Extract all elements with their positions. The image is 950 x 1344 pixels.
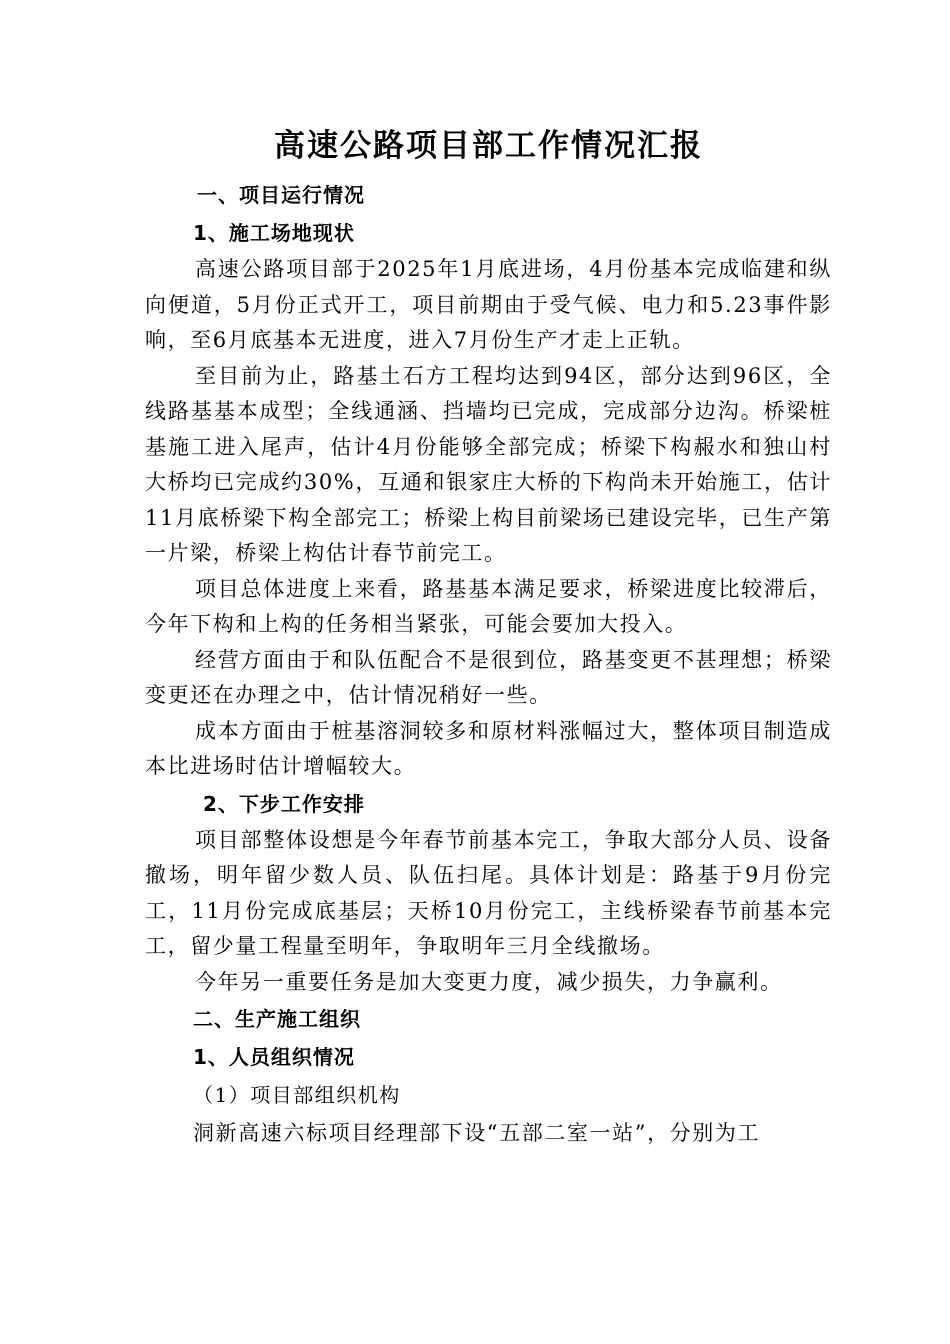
paragraph-4: 经营方面由于和队伍配合不是很到位，路基变更不甚理想；桥梁变更还在办理之中，估计情况稍好一些。 [145,647,832,707]
item-1-text: 洞新高速六标项目经理部下设“五部二室一站”，分别为工 [193,1121,761,1145]
section-2-1-heading: 1、人员组织情况 [193,1045,355,1069]
paragraph-7: 今年另一重要任务是加大变更力度，减少损失，力争赢利。 [195,969,783,994]
paragraph-3: 项目总体进度上来看，路基基本满足要求，桥梁进度比较滞后，今年下构和上构的任务相当紧张，可能会要加大投入。 [145,576,832,636]
section-1-1-heading: 1、施工场地现状 [193,221,355,245]
paragraph-1: 高速公路项目部于2025年1月底进场，4月份基本完成临建和纵向便道，5月份正式开工，项目前期由于受气候、电力和5.23事件影响，至6月底基本无进度，进入7月份生产才走上正轨。 [145,257,832,352]
paragraph-2: 至目前为止，路基土石方工程均达到94区，部分达到96区，全线路基基本成型；全线通涵、挡墙均已完成，完成部分边沟。桥梁桩基施工进入尾声，估计4月份能够全部完成；桥梁下构赧水和独山村大桥均已完成约30%，互通和银家庄大桥的下构尚未开始施工，估计11月底桥梁下构全部完工；桥梁上构目前梁场已建设完毕，已生产第一片梁，桥梁上构估计春节前完工。 [145,363,832,565]
section-2-heading: 二、生产施工组织 [193,1007,361,1031]
paragraph-5: 成本方面由于桩基溶洞较多和原材料涨幅过大，整体项目制造成本比进场时估计增幅较大。 [145,718,832,778]
document-title: 高速公路项目部工作情况汇报 [274,128,703,164]
paragraph-6: 项目部整体设想是今年春节前基本完工，争取大部分人员、设备撤场，明年留少数人员、队伍扫尾。具体计划是：路基于9月份完工，11月份完成底基层；天桥10月份完工，主线桥梁春节前基本完工，留少量工程量至明年，争取明年三月全线撤场。 [145,827,832,958]
section-1-heading: 一、项目运行情况 [197,183,365,207]
section-1-2-heading: 2、下步工作安排 [203,791,365,816]
item-1-heading: （1）项目部组织机构 [193,1083,401,1107]
